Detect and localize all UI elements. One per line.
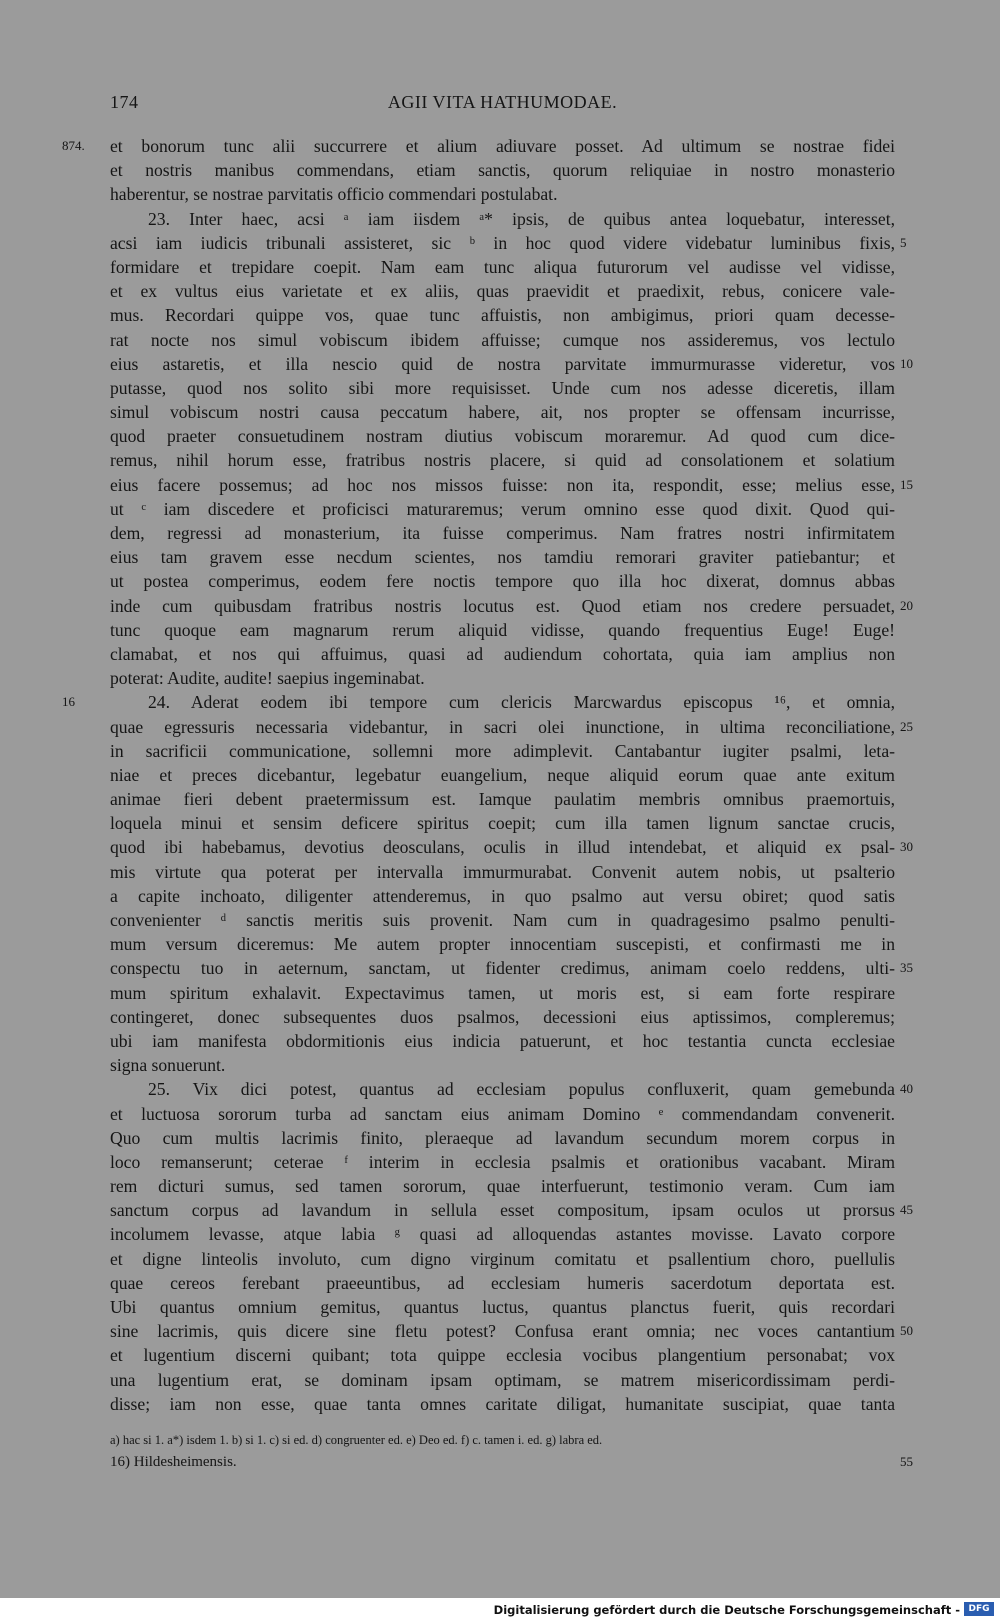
digitization-credit-bar (0, 1598, 1000, 1621)
text-line-content: quod ibi habebamus, devotius deosculans, oculis in illud intendebat, et aliquid ex psal- (110, 837, 895, 858)
text-line (110, 715, 913, 739)
text-line (110, 1319, 913, 1343)
text-line-content: remus, nihil horum esse, fratribus nostris placere, si quid ad consolationem et solatium (110, 450, 895, 471)
text-line (110, 1005, 895, 1029)
text-line (110, 400, 895, 424)
text-line-content: loco remanserunt; ceterae ᶠ interim in ecclesia psalmis et orationibus vacabant. Miram (110, 1151, 895, 1172)
page-number: 174 (110, 92, 139, 112)
text-line-content: mis virtute qua poterat per intervalla immurmurabat. Convenit autem nobis, ut psalterio (110, 861, 895, 882)
text-line (110, 618, 895, 642)
text-line-content: in sacrificii communicatione, sollemni more adimplevit. Cantabantur iugiter psalmi, leta- (110, 740, 895, 761)
text-line (110, 1368, 895, 1392)
text-line-content: ut ᶜ iam discedere et proficisci maturaremus; verum omnino esse quod dixit. Quod qui- (110, 498, 895, 519)
text-line-content: convenienter ᵈ sanctis meritis suis provenit. Nam cum in quadragesimo psalmo penulti- (110, 910, 895, 930)
footnote-16 (110, 1450, 913, 1474)
text-line-content: una lugentium erat, se dominam ipsam optimam, se matrem misericordissimam perdi- (110, 1369, 895, 1390)
footnote-16-text: 16) Hildesheimensis. (110, 1454, 237, 1470)
text-line (110, 1247, 895, 1271)
text-line (110, 739, 895, 763)
text-line (110, 1174, 895, 1198)
margin-note: 874. (62, 138, 85, 153)
text-line (110, 932, 895, 956)
text-line-content: quae egressuris necessaria videbantur, in sacri olei inunctione, in ultima reconciliatione, (110, 716, 895, 737)
text-line (110, 1343, 895, 1367)
text-line-content: poterat: Audite, audite! saepius ingeminabat. (110, 668, 425, 689)
text-line (110, 1150, 895, 1174)
text-line (110, 1053, 895, 1077)
text-line-content: rat nocte nos simul vobiscum ibidem affuisse; cumque nos assideremus, vos lectulo (110, 329, 895, 350)
text-line (110, 908, 895, 932)
text-line (110, 328, 895, 352)
text-line (110, 1126, 895, 1150)
footnotes (110, 1430, 913, 1474)
text-line-content: et lugentium discerni quibant; tota quippe ecclesia vocibus plangentium personabat; vox (110, 1345, 895, 1366)
text-line (110, 545, 895, 569)
text-line-content: formidare et trepidare coepit. Nam eam tunc aliqua futurorum vel audisse vel vidisse, (110, 256, 895, 277)
text-line-content: inde cum quibusdam fratribus nostris locutus est. Quod etiam nos credere persuadet, (110, 595, 895, 616)
text-line-content: mum spiritum exhalavit. Expectavimus tamen, ut moris est, si eam forte respirare (110, 982, 895, 1003)
text-line-content: disse; iam non esse, quae tanta omnes caritate diligat, humanitate suscipiat, quae tanta (110, 1393, 895, 1414)
text-line-content: sine lacrimis, quis dicere sine fletu potest? Confusa erant omnia; nec voces cantantium (110, 1321, 895, 1342)
line-number: 45 (900, 1202, 913, 1218)
footnote-variants: a) hac si 1. a*) isdem 1. b) si 1. c) si ed. d) congruenter ed. e) Deo ed. f) c. tamen i. ed. g) labra ed. (110, 1433, 603, 1447)
line-number: 10 (900, 355, 913, 371)
text-line-content: Quo cum multis lacrimis finito, pleraeque ad lavandum secundum morem corpus in (110, 1127, 895, 1148)
text-line-content: contingeret, donec subsequentes duos psalmos, decessioni eius aptissimos, compleremus; (110, 1006, 895, 1027)
text-line (110, 763, 895, 787)
text-line (110, 666, 895, 690)
line-number: 35 (900, 960, 913, 976)
text-line-content: eius tam gravem esse necdum scientes, nos tamdiu remorari graviter patiebantur; et (110, 547, 895, 568)
text-line (110, 497, 895, 521)
text-line-content: 25. Vix dici potest, quantus ad ecclesiam populus confluxerit, quam gemebunda (148, 1079, 895, 1100)
text-line (110, 352, 913, 376)
text-line (110, 835, 913, 859)
text-line-content: niae et preces dicebantur, legebatur euangelium, neque aliquid eorum quae ante exitum (110, 764, 895, 785)
text-line (110, 569, 895, 593)
text-line-content: eius facere possemus; ad hoc nos missos fuisse: non ita, respondit, esse; melius esse, (110, 474, 895, 495)
text-line-content: et bonorum tunc alii succurrere et alium adiuvare posset. Ad ultimum se nostrae fidei (110, 136, 895, 156)
text-line (110, 279, 895, 303)
text-line (110, 1271, 895, 1295)
text-line-content: dem, regressi ad monasterium, ita fuisse comperimus. Nam fratres nostri infirmitatem (110, 523, 895, 543)
text-line (110, 1198, 913, 1222)
text-line (110, 231, 907, 255)
text-line (110, 521, 895, 545)
body-text (62, 134, 913, 1416)
text-line (110, 424, 895, 448)
line-number: 20 (900, 597, 913, 613)
text-line (110, 255, 895, 279)
line-number: 15 (900, 476, 913, 492)
text-line (110, 448, 895, 472)
text-line-content: mum versum diceremus: Me autem propter innocentiam suscepisti, et confirmasti me in (110, 934, 895, 955)
text-line (110, 376, 895, 400)
text-line (62, 690, 895, 714)
text-line-content: loquela minui et sensim deficere spiritus coepit; cum illa tamen lignum sanctae crucis, (110, 813, 895, 834)
text-line-content: rem dicturi sumus, sed tamen sororum, quae interfuerunt, testimonio veram. Cum iam (110, 1176, 895, 1197)
text-line (110, 1029, 895, 1053)
margin-note: 16 (62, 694, 75, 710)
text-line-content: ut postea comperimus, eodem fere noctis tempore quo illa hoc dixerat, domnus abbas (110, 571, 895, 592)
line-number: 5 (900, 234, 907, 250)
text-line-content: Ubi quantus omnium gemitus, quantus luctus, quantus planctus fuerit, quis recordari (110, 1297, 895, 1317)
text-line-content: ubi iam manifesta obdormitionis eius indicia patuerunt, et hoc testantia cuncta ecclesiae (110, 1030, 895, 1051)
text-line-content: conspectu tuo in aeternum, sanctam, ut fidenter credimus, animam coelo reddens, ulti- (110, 958, 895, 979)
text-line (110, 182, 895, 206)
text-line (110, 642, 895, 666)
text-line-content: haberentur, se nostrae parvitatis officio commendari postulabat. (110, 184, 558, 205)
text-line (110, 594, 913, 618)
text-line-content: et digne linteolis involuto, cum digno virginum comitatu et psallentium choro, puellulis (110, 1248, 895, 1269)
text-line-content: et luctuosa sororum turba ad sanctam eius animam Domino ᵉ commendandam convenerit. (110, 1103, 895, 1124)
text-line-content: quod praeter consuetudinem nostram diutius vobiscum moraremur. Ad quod cum dice- (110, 426, 895, 447)
page-header (110, 92, 895, 120)
text-line (110, 158, 895, 182)
text-line (110, 207, 895, 231)
text-line-content: tunc quoque eam magnarum rerum aliquid vidisse, quando frequentius Euge! Euge! (110, 619, 895, 640)
text-line-content: quae cereos ferebant praeeuntibus, ad ecclesiam humeris sacerdotum deportata est. (110, 1272, 895, 1293)
line-number: 40 (900, 1081, 913, 1097)
text-line-content: 24. Aderat eodem ibi tempore cum clericis Marcwardus episcopus ¹⁶, et omnia, (148, 692, 895, 713)
text-line-content: signa sonuerunt. (110, 1055, 226, 1076)
line-number: 30 (900, 839, 913, 855)
dfg-logo: DFG (964, 1602, 994, 1616)
text-line (110, 884, 895, 908)
text-line-content: simul vobiscum nostri causa peccatum habere, ait, nos propter se offensam incurrisse, (110, 402, 895, 423)
text-line (110, 787, 895, 811)
credit-text: Digitalisierung gefördert durch die Deutsche Forschungsgemeinschaft - (493, 1603, 960, 1617)
text-line-content: 23. Inter haec, acsi ᵃ iam iisdem ᵃ* ipsis, de quibus antea loquebatur, interesset, (148, 208, 895, 229)
running-title: AGII VITA HATHUMODAE. (387, 92, 618, 112)
text-line (110, 473, 913, 497)
text-line-content: clamabat, et nos qui affuimus, quasi ad audiendum cohortata, quia iam amplius non (110, 643, 895, 664)
text-line (110, 1077, 913, 1101)
text-line (62, 134, 895, 158)
text-line-content: animae fieri debent praetermissum est. Iamque paulatim membris omnibus praemortuis, (110, 789, 895, 810)
text-line-content: sanctum corpus ad lavandum in sellula esset compositum, ipsam oculos ut prorsus (110, 1200, 895, 1221)
text-line (110, 981, 895, 1005)
text-line (110, 1295, 895, 1319)
text-line (110, 811, 895, 835)
text-line-content: acsi iam iudicis tribunali assisteret, sic ᵇ in hoc quod videre videbatur luminibus fixis, (110, 232, 895, 253)
text-line (110, 1102, 895, 1126)
text-line-content: a capite inchoato, diligenter attenderemus, in quo psalmo aut versu obiret; quod satis (110, 885, 895, 906)
text-line-content: et ex vultus eius varietate et ex aliis, quas praevidit et praedixit, rebus, conicere vale- (110, 281, 895, 302)
text-line-content: mus. Recordari quippe vos, quae tunc affuistis, non ambigimus, priori quam decesse- (110, 305, 895, 326)
text-line-content: incolumem levasse, atque labia ᵍ quasi ad alloquendas astantes movisse. Lavato corpore (110, 1224, 895, 1245)
line-number: 25 (900, 718, 913, 734)
line-number: 55 (900, 1454, 913, 1469)
text-line-content: eius astaretis, et illa nescio quid de nostra parvitate immurmurasse videretur, vos (110, 353, 895, 374)
text-line (110, 956, 913, 980)
text-line (110, 303, 895, 327)
text-line (110, 1392, 895, 1416)
line-number: 50 (900, 1323, 913, 1339)
text-line (110, 860, 895, 884)
text-line-content: et nostris manibus commendans, etiam sanctis, quorum reliquiae in nostro monasterio (110, 160, 895, 181)
text-line (110, 1222, 895, 1246)
text-line-content: putasse, quod nos solito sibi more requisisset. Unde cum nos adesse diceretis, illam (110, 377, 895, 398)
